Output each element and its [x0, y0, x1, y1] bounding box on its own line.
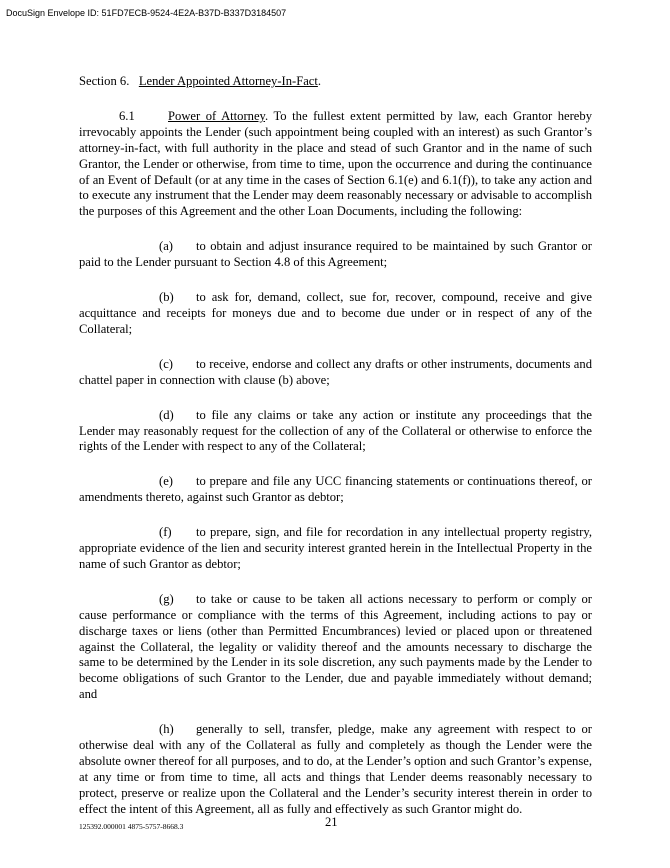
section-title: Lender Appointed Attorney-In-Fact [138, 74, 318, 88]
clause-text: to prepare and file any UCC financing statements or continuations thereof, or amendments thereto, against such Grantor as debtor; [79, 474, 592, 505]
subsection-title: Power of Attorney [168, 108, 266, 123]
clause-item [79, 722, 592, 817]
subsection-text: . To the fullest extent permitted by law, each Grantor hereby irrevocably appoints the Lender (such appointment being coupled with an interest) as such Grantor’s attorney-in-fact, with full authority in the place and stead of such Grantor and in the name of such Grantor, the Lender or otherwise, from time to time, upon the occurrence and during the continuance of an Event of Default (or at any time in the cases of Section 6.1(e) and 6.1(f)), to take any action and to execute any instrument that the Lender may deem reasonably necessary or advisable to accomplish the purposes of this Agreement and the other Loan Documents, including the following: [79, 108, 592, 219]
clause-item [79, 408, 592, 456]
subsection-number: 6.1 [119, 108, 135, 123]
clause-item [79, 592, 592, 703]
clause-label: (g) [159, 591, 174, 606]
clause-label: (e) [159, 474, 173, 489]
clause-label: (b) [159, 290, 174, 305]
clause-text: to take or cause to be taken all actions necessary to perform or comply or cause performance or compliance with the terms of this Agreement, including actions to pay or discharge taxes or liens (other than Permitted Encumbrances) levied or placed upon or threatened against the Collateral, the legality or validity thereof and the amounts necessary to discharge the same to be determined by the Lender in its sole discretion, any such payments made by the Lender to become obligations of such Grantor to the Lender, due and payable immediately without demand; and [79, 591, 592, 702]
clause-text: to obtain and adjust insurance required to be maintained by such Grantor or paid to the Lender pursuant to Section 4.8 of this Agreement; [79, 239, 592, 270]
clause-text: to file any claims or take any action or institute any proceedings that the Lender may reasonably request for the collection of any of the Collateral or otherwise to enforce the rights of the Lender with respect to any of the Collateral; [79, 407, 592, 454]
clause-text: to ask for, demand, collect, sue for, recover, compound, receive and give acquittance and receipts for moneys due and to become due under or in respect of any of the Collateral; [79, 290, 592, 336]
clause-label: (d) [159, 407, 174, 422]
clause-list [79, 239, 592, 817]
subsection-paragraph [79, 109, 592, 220]
section-label: Section 6. [79, 74, 130, 88]
clause-item [79, 239, 592, 271]
document-body [79, 74, 592, 837]
docusign-envelope-id: DocuSign Envelope ID: 51FD7ECB-9524-4E2A-B37D-B337D3184507 [6, 8, 287, 18]
clause-text: generally to sell, transfer, pledge, make any agreement with respect to or otherwise deal with any of the Collateral as fully and completely as though the Lender were the absolute owner thereof for all purposes, and to do, at the Lender’s option and such Grantor’s expense, at any time or from time to time, all acts and things that Lender deems reasonably necessary to protect, preserve or realize upon the Collateral and the Lender’s security interest therein in order to effect the intent of this Agreement, all as fully and effectively as such Grantor might do. [79, 722, 592, 816]
clause-label: (c) [159, 356, 173, 371]
clause-item [79, 474, 592, 506]
clause-item [79, 290, 592, 338]
page-number: 21 [325, 815, 338, 829]
clause-label: (h) [159, 722, 174, 737]
clause-label: (f) [159, 525, 172, 540]
clause-item [79, 525, 592, 573]
clause-label: (a) [159, 239, 173, 254]
clause-item [79, 357, 592, 389]
clause-text: to prepare, sign, and file for recordation in any intellectual property registry, appropriate evidence of the lien and security interest granted herein in the Intellectual Property in the name of such Grantor as debtor; [79, 525, 592, 571]
document-number: 125392.000001 4875-5757-8668.3 [79, 822, 184, 831]
section-heading: Section 6. Lender Appointed Attorney-In-Fact. [79, 74, 322, 88]
clause-text: to receive, endorse and collect any drafts or other instruments, documents and chattel paper in connection with clause (b) above; [79, 356, 592, 387]
